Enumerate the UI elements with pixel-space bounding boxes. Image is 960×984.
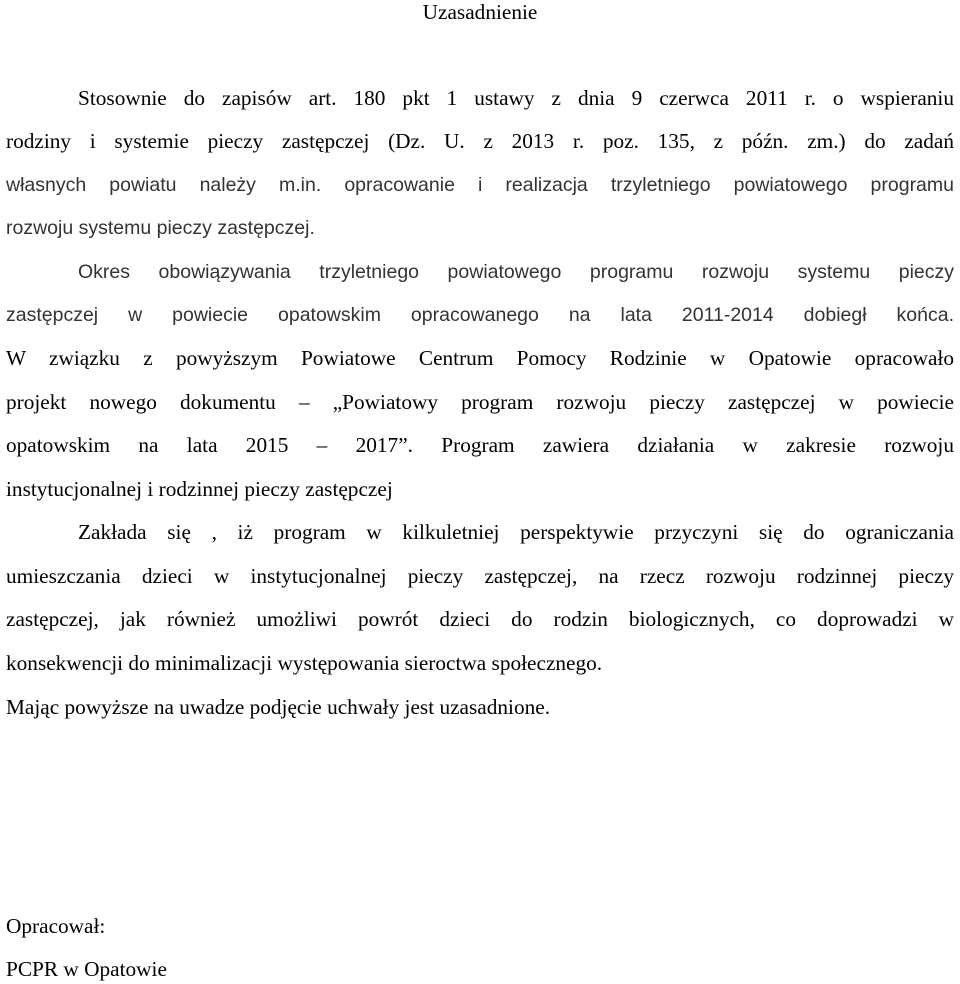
paragraph-2-line-3: W związku z powyższym Powiatowe Centrum Pomocy Rodzinie w Opatowie opracowało bbox=[6, 346, 954, 370]
paragraph-3-line-3: zastępczej, jak również umożliwi powrót dzieci do rodzin biologicznych, co doprowadzi w bbox=[6, 607, 954, 631]
paragraph-1-line-4: rozwoju systemu pieczy zastępczej. bbox=[6, 217, 315, 239]
paragraph-3-line-2: umieszczania dzieci w instytucjonalnej pieczy zastępczej, na rzecz rozwoju rodzinnej pieczy bbox=[6, 564, 954, 588]
paragraph-3-line-4: konsekwencji do minimalizacji występowania sieroctwa społecznego. bbox=[6, 651, 603, 675]
document-title: Uzasadnienie bbox=[422, 0, 538, 24]
paragraph-2-line-4: projekt nowego dokumentu – „Powiatowy program rozwoju pieczy zastępczej w powiecie bbox=[6, 390, 954, 414]
paragraph-3-line-1: Zakłada się , iż program w kilkuletniej perspektywie przyczyni się do ograniczania bbox=[78, 520, 954, 544]
paragraph-2-line-2: zastępczej w powiecie opatowskim opracowanego na lata 2011-2014 dobiegł końca. bbox=[6, 304, 954, 326]
paragraph-1-line-2: rodziny i systemie pieczy zastępczej (Dz. U. z 2013 r. poz. 135, z późn. zm.) do zadań bbox=[6, 129, 954, 153]
paragraph-2-line-1: Okres obowiązywania trzyletniego powiatowego programu rozwoju systemu pieczy bbox=[78, 261, 954, 283]
signature-label: Opracował: bbox=[6, 914, 106, 938]
paragraph-4: Mając powyższe na uwadze podjęcie uchwały jest uzasadnione. bbox=[6, 695, 551, 719]
paragraph-1-line-3: własnych powiatu należy m.in. opracowanie i realizacja trzyletniego powiatowego programu bbox=[6, 174, 954, 196]
signature-author: PCPR w Opatowie bbox=[6, 957, 167, 981]
paragraph-2-line-5: opatowskim na lata 2015 – 2017”. Program zawiera działania w zakresie rozwoju bbox=[6, 433, 954, 457]
paragraph-1-line-1: Stosownie do zapisów art. 180 pkt 1 ustawy z dnia 9 czerwca 2011 r. o wspieraniu bbox=[78, 86, 954, 110]
paragraph-2-line-6: instytucjonalnej i rodzinnej pieczy zastępczej bbox=[6, 477, 393, 501]
